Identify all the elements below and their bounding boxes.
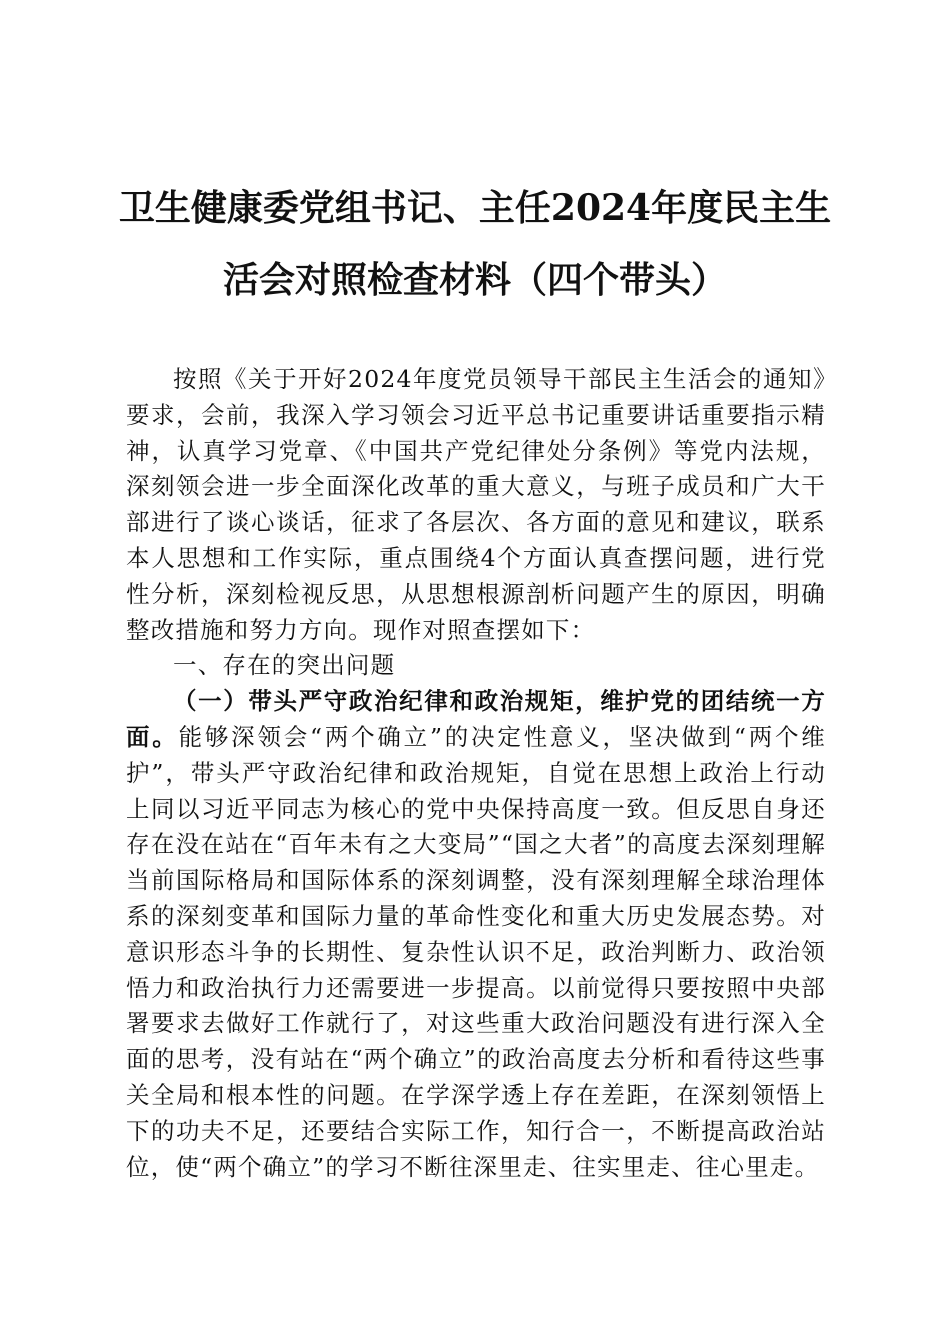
section-heading <box>126 648 826 684</box>
subsection-body: 能够深领会“两个确立”的决定性意义，坚决做到“两个维护”，带头严守政治纪律和政治规矩，自觉在思想上政治上行动上同以习近平同志为核心的党中央保持高度一致。但反思自身还存在没在站在“百年未有之大变局”“国之大者”的高度去深刻理解当前国际格局和国际体系的深刻调整，没有深刻理解全球治理体系的深刻变革和国际力量的革命性变化和重大历史发展态势。对意识形态斗争的长期性、复杂性认识不足，政治判断力、政治领悟力和政治执行力还需要进一步提高。以前觉得只要按照中央部署要求去做好工作就行了，对这些重大政治问题没有进行深入全面的思考，没有站在“两个确立”的政治高度去分析和看待这些事关全局和根本性的问题。在学深学透上存在差距，在深刻领悟上下的功夫不足，还要结合实际工作，知行合一，不断提高政治站位，使“两个确立”的学习不断往深里走、往实里走、往心里走。 <box>126 722 826 1181</box>
section-heading-text: 一、存在的突出问题 <box>173 651 396 680</box>
intro-paragraph: 按照《关于开好2024年度党员领导干部民主生活会的通知》要求，会前，我深入学习领会习近平总书记重要讲话重要指示精神，认真学习党章、《中国共产党纪律处分条例》等党内法规，深刻领会进一步全面深化改革的重大意义，与班子成员和广大干部进行了谈心谈话，征求了各层次、各方面的意见和建议，联系本人思想和工作实际，重点围绕4个方面认真查摆问题，进行党性分析，深刻检视反思，从思想根源剖析问题产生的原因，明确整改措施和努力方向。现作对照查摆如下： <box>126 365 826 644</box>
document-title <box>100 172 850 316</box>
document-body <box>126 362 826 1185</box>
title-line-1: 卫生健康委党组书记、主任2024年度民主生 <box>118 187 832 229</box>
subsection-lead: （一）带头严守政治纪律和政治规矩，维护党的团结统一方面。 <box>126 687 826 751</box>
title-line-2: 活会对照检查材料（四个带头） <box>222 259 727 301</box>
subsection-paragraph <box>126 684 826 1185</box>
